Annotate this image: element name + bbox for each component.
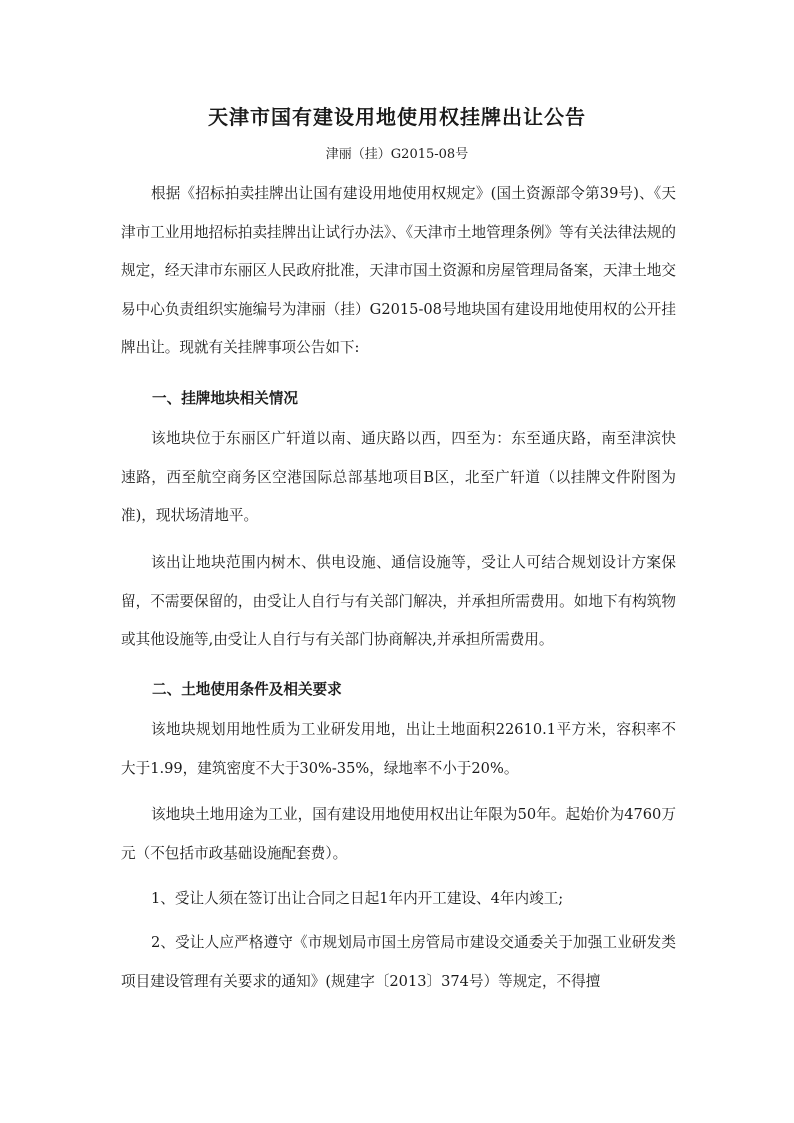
intro-paragraph: 根据《招标拍卖挂牌出让国有建设用地使用权规定》(国土资源部令第39号)、《天津市工业用地招标拍卖挂牌出让试行办法》、《天津市土地管理条例》等有关法律法规的规定，经天津市东丽区人民政府批准，天津市国土资源和房屋管理局备案，天津土地交易中心负责组织实施编号为津丽（挂）G2015-08号地块国有建设用地使用权的公开挂牌出让。现就有关挂牌事项公告如下: bbox=[121, 185, 676, 356]
section2-paragraph-planning: 该地块规划用地性质为工业研发用地，出让土地面积22610.1平方米，容积率不大于1.99，建筑密度不大于30%-35%，绿地率不小于20%。 bbox=[121, 721, 676, 777]
section2-item-2: 2、受让人应严格遵守《市规划局市国土房管局市建设交通委关于加强工业研发类项目建设管理有关要求的通知》(规建字〔2013〕374号）等规定，不得擅 bbox=[121, 934, 676, 990]
document-title: 天津市国有建设用地使用权挂牌出让公告 bbox=[208, 105, 586, 129]
section1-paragraph-facilities: 该出让地块范围内树木、供电设施、通信设施等，受让人可结合规划设计方案保留，不需要保留的，由受让人自行与有关部门解决，并承担所需费用。如地下有构筑物或其他设施等,由受让人自行与有关部门协商解决,并承担所需费用。 bbox=[121, 554, 676, 648]
document-number: 津丽（挂）G2015-08号 bbox=[325, 147, 469, 162]
section2-paragraph-price: 该地块土地用途为工业，国有建设用地使用权出让年限为50年。起始价为4760万元（不包括市政基础设施配套费）。 bbox=[121, 806, 676, 862]
section2-item-1: 1、受让人须在签订出让合同之日起1年内开工建设、4年内竣工; bbox=[151, 890, 564, 907]
section1-heading: 一、挂牌地块相关情况 bbox=[152, 390, 298, 407]
section1-paragraph-location: 该地块位于东丽区广轩道以南、通庆路以西，四至为：东至通庆路，南至津滨快速路，西至航空商务区空港国际总部基地项目B区，北至广轩道（以挂牌文件附图为准)，现状场清地平。 bbox=[121, 430, 676, 524]
section2-heading: 二、土地使用条件及相关要求 bbox=[152, 681, 342, 698]
